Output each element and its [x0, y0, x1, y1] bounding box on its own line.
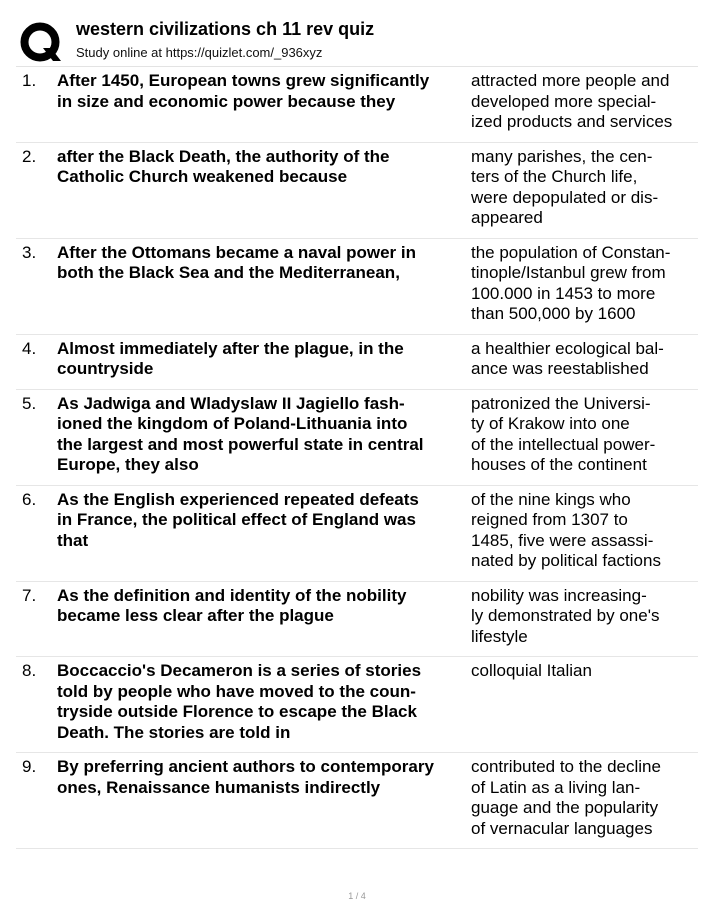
- term-text: [57, 243, 463, 325]
- quizlet-logo-icon: [16, 20, 64, 68]
- term-line: As Jadwiga and Wladyslaw II Jagiello fash-: [57, 393, 405, 413]
- term-line: By preferring ancient authors to contemporary: [57, 757, 434, 776]
- term-line: After 1450, European towns grew significantly: [57, 71, 430, 90]
- definition-text: [471, 586, 701, 648]
- term-line: Boccaccio's Decameron is a series of stories: [57, 661, 422, 680]
- term-line: tryside outside Florence to escape the Black: [57, 702, 417, 721]
- definition-line: of the intellectual power-: [471, 434, 656, 454]
- term-line: after the Black Death, the authority of the: [57, 146, 390, 166]
- term-line: Catholic Church weakened because: [57, 167, 348, 186]
- row-number: 8.: [22, 661, 37, 680]
- definition-text: [471, 490, 701, 572]
- term-text: [57, 147, 463, 229]
- term-text: [57, 586, 463, 648]
- definition-text: [471, 339, 701, 380]
- term-line: Death. The stories are told in: [57, 722, 291, 742]
- term-line: that: [57, 530, 89, 550]
- definition-text: [471, 147, 701, 229]
- definition-line: a healthier ecological bal-: [471, 338, 664, 358]
- row-number: 3.: [22, 242, 37, 262]
- definition-line: contributed to the decline: [471, 757, 661, 776]
- page-header: [0, 0, 714, 66]
- term-line: told by people who have moved to the coun-: [57, 681, 416, 701]
- definition-line: 1485, five were assassi-: [471, 530, 654, 550]
- row-number: 2.: [22, 146, 37, 166]
- term-text: [57, 661, 463, 743]
- definition-line: ly demonstrated by one's: [471, 606, 660, 625]
- term-text: [57, 490, 463, 572]
- flashcard-list: [0, 67, 714, 849]
- flashcard-row: [16, 67, 698, 143]
- definition-line: ized products and services: [471, 112, 673, 131]
- flashcard-row: [16, 657, 698, 753]
- definition-line: guage and the popularity: [471, 798, 659, 817]
- definition-line: ance was reestablished: [471, 359, 649, 378]
- row-number: 5.: [22, 393, 37, 413]
- definition-text: [471, 394, 701, 476]
- definition-line: ters of the Church life,: [471, 167, 638, 186]
- term-text: [57, 339, 463, 380]
- definition-line: of Latin as a living lan-: [471, 777, 641, 797]
- term-text: [57, 71, 463, 133]
- definition-text: [471, 243, 701, 325]
- term-text: [57, 757, 463, 839]
- flashcard-row: [16, 239, 698, 335]
- term-line: As the definition and identity of the nobility: [57, 585, 407, 605]
- definition-line: attracted more people and: [471, 71, 670, 90]
- flashcard-row: [16, 486, 698, 582]
- definition-line: ty of Krakow into one: [471, 414, 630, 433]
- definition-line: patronized the Universi-: [471, 393, 651, 413]
- definition-line: reigned from 1307 to: [471, 510, 628, 529]
- term-line: ioned the kingdom of Poland-Lithuania into: [57, 414, 408, 433]
- term-line: After the Ottomans became a naval power in: [57, 242, 416, 262]
- definition-line: appeared: [471, 208, 543, 227]
- row-number: 1.: [22, 71, 37, 90]
- flashcard-row: [16, 143, 698, 239]
- row-number: 4.: [22, 338, 37, 358]
- definition-line: tinople/Istanbul grew from: [471, 263, 666, 282]
- flashcard-row: [16, 390, 698, 486]
- definition-line: lifestyle: [471, 626, 528, 646]
- term-line: As the English experienced repeated defeats: [57, 489, 419, 509]
- term-text: [57, 394, 463, 476]
- definition-text: [471, 661, 701, 682]
- term-line: ones, Renaissance humanists indirectly: [57, 777, 381, 797]
- definition-line: 100.000 in 1453 to more: [471, 283, 656, 303]
- definition-line: of vernacular languages: [471, 818, 653, 838]
- study-online-link[interactable]: Study online at https://quizlet.com/_936xyz: [76, 45, 323, 60]
- definition-line: were depopulated or dis-: [471, 187, 659, 207]
- document-title: western civilizations ch 11 rev quiz: [76, 19, 375, 39]
- term-line: Almost immediately after the plague, in the: [57, 338, 404, 358]
- definition-line: many parishes, the cen-: [471, 146, 653, 166]
- flashcard-row: [16, 582, 698, 658]
- definition-line: nated by political factions: [471, 551, 661, 570]
- definition-text: [471, 757, 701, 839]
- term-line: the largest and most powerful state in central: [57, 434, 424, 454]
- definition-text: [471, 71, 701, 133]
- row-number: 9.: [22, 757, 37, 776]
- row-number: 7.: [22, 585, 37, 605]
- definition-line: than 500,000 by 1600: [471, 304, 636, 323]
- definition-line: the population of Constan-: [471, 242, 671, 262]
- term-line: in size and economic power because they: [57, 91, 396, 111]
- definition-line: developed more special-: [471, 91, 657, 111]
- flashcard-row: [16, 335, 698, 390]
- definition-line: houses of the continent: [471, 455, 647, 474]
- term-line: countryside: [57, 359, 154, 378]
- page-number: 1 / 4: [348, 891, 366, 901]
- definition-line: of the nine kings who: [471, 489, 631, 509]
- term-line: Europe, they also: [57, 455, 199, 474]
- term-line: in France, the political effect of England was: [57, 510, 416, 529]
- definition-line: colloquial Italian: [471, 661, 592, 680]
- flashcard-row: [16, 753, 698, 849]
- row-number: 6.: [22, 489, 37, 509]
- term-line: became less clear after the plague: [57, 606, 334, 625]
- definition-line: nobility was increasing-: [471, 585, 647, 605]
- term-line: both the Black Sea and the Mediterranean,: [57, 263, 400, 282]
